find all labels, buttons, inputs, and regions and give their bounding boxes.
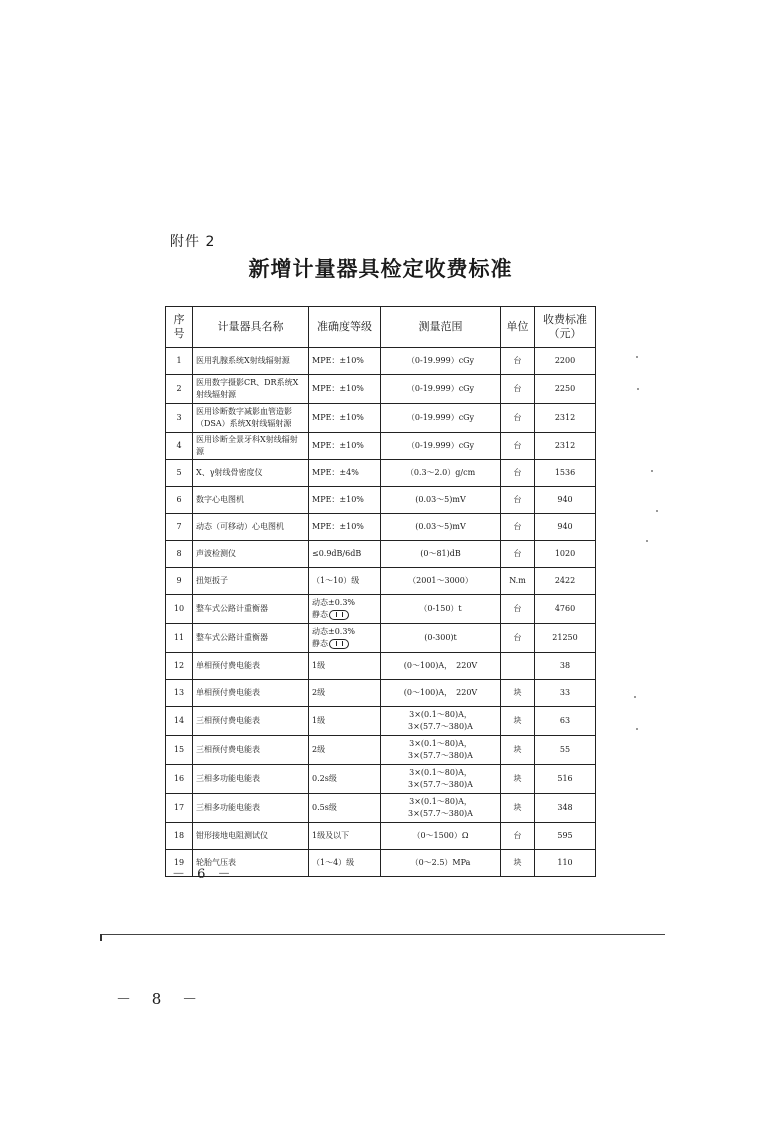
range-line: （2001～3000）: [408, 576, 473, 585]
scan-speck: [634, 696, 636, 698]
table-row: [166, 653, 596, 680]
range-line: （0～1500）Ω: [412, 831, 469, 840]
range-line: （0-19.999）cGy: [406, 356, 475, 365]
cell-no: 2: [166, 375, 193, 404]
cell-name: 扭矩扳子: [193, 568, 309, 595]
cell-accuracy: [309, 514, 381, 541]
cell-range: [381, 736, 501, 765]
range-line: (0～100)A， 220V: [403, 661, 478, 670]
cell-fee: 2422: [535, 568, 596, 595]
cell-no: 15: [166, 736, 193, 765]
table-row: [166, 765, 596, 794]
cell-fee: 1020: [535, 541, 596, 568]
cell-range: [381, 765, 501, 794]
cell-no: 9: [166, 568, 193, 595]
cell-unit: 台: [501, 433, 535, 460]
header-range: 测量范围: [381, 307, 501, 348]
accuracy-text: ≤0.9dB/6dB: [312, 549, 362, 558]
range-line: （0～2.5）MPa: [410, 858, 471, 867]
accuracy-text: 0.5s级: [312, 803, 337, 812]
table-row: [166, 404, 596, 433]
range-line: 3×(57.7～380)A: [408, 780, 473, 789]
cell-fee: 2312: [535, 433, 596, 460]
cell-unit: 台: [501, 624, 535, 653]
cell-fee: 55: [535, 736, 596, 765]
cell-range: [381, 348, 501, 375]
cell-range: [381, 850, 501, 877]
scan-speck: [636, 356, 638, 358]
range-line: (0～100)A， 220V: [403, 688, 478, 697]
scan-speck: [651, 470, 653, 472]
document-title-text: 新增计量器具检定收费标准: [248, 257, 513, 281]
cell-no: 14: [166, 707, 193, 736]
cell-range: [381, 624, 501, 653]
accuracy-line: [312, 830, 377, 842]
accuracy-line: [312, 687, 377, 699]
accuracy-text: MPE：±10%: [312, 356, 364, 365]
cell-no: 18: [166, 823, 193, 850]
table-row: [166, 707, 596, 736]
cell-name: 医用诊断数字减影血管造影（DSA）系统X射线辐射源: [193, 404, 309, 433]
cell-range: [381, 541, 501, 568]
range-line: 3×(57.7～380)A: [408, 751, 473, 760]
cell-unit: [501, 653, 535, 680]
cell-name: 医用乳腺系统X射线辐射源: [193, 348, 309, 375]
range-line: （0-19.999）cGy: [406, 384, 475, 393]
range-line: (0～81)dB: [420, 549, 461, 558]
accuracy-class-mark-icon: [329, 610, 349, 620]
cell-range: [381, 823, 501, 850]
cell-accuracy: [309, 823, 381, 850]
cell-unit: 块: [501, 765, 535, 794]
accuracy-text: MPE：±10%: [312, 441, 364, 450]
cell-range: [381, 707, 501, 736]
table-row: [166, 568, 596, 595]
cell-accuracy: [309, 460, 381, 487]
table-row: [166, 624, 596, 653]
cell-no: 13: [166, 680, 193, 707]
table-row: [166, 823, 596, 850]
header-fee: 收费标准（元）: [535, 307, 596, 348]
cell-accuracy: [309, 348, 381, 375]
table-row: [166, 348, 596, 375]
cell-accuracy: [309, 765, 381, 794]
range-line: （0.3～2.0）g/cm: [405, 468, 476, 477]
table-row: [166, 375, 596, 404]
accuracy-text: MPE：±4%: [312, 468, 359, 477]
accuracy-line: [312, 548, 377, 560]
cell-name: 医用数字摄影CR、DR系统X射线辐射源: [193, 375, 309, 404]
accuracy-text: 1级: [312, 716, 326, 725]
cell-unit: 台: [501, 404, 535, 433]
accuracy-line: [312, 744, 377, 756]
accuracy-line: [312, 597, 377, 609]
cell-fee: 38: [535, 653, 596, 680]
accuracy-line: [312, 355, 377, 367]
cell-range: [381, 568, 501, 595]
cell-no: 8: [166, 541, 193, 568]
accuracy-text: MPE：±10%: [312, 495, 364, 504]
accuracy-text: （1～4）级: [312, 858, 355, 867]
range-line: 3×(0.1～80)A，: [409, 797, 472, 806]
cell-name: 整车式公路计重衡器: [193, 595, 309, 624]
accuracy-line: [312, 857, 377, 869]
cell-accuracy: [309, 680, 381, 707]
cell-range: [381, 595, 501, 624]
range-line: 3×(57.7～380)A: [408, 722, 473, 731]
accuracy-line: [312, 440, 377, 452]
cell-name: 声波检测仪: [193, 541, 309, 568]
range-line: (0-300)t: [424, 633, 457, 642]
cell-range: [381, 680, 501, 707]
accuracy-line: [312, 494, 377, 506]
cell-unit: 台: [501, 514, 535, 541]
fee-standard-table: [165, 306, 596, 877]
scan-speck: [656, 510, 658, 512]
cell-accuracy: [309, 595, 381, 624]
accuracy-text: 1级及以下: [312, 831, 350, 840]
table-row: [166, 736, 596, 765]
accuracy-line: [312, 773, 377, 785]
range-line: (0.03～5)mV: [415, 522, 466, 531]
cell-fee: 595: [535, 823, 596, 850]
cell-accuracy: [309, 541, 381, 568]
cell-unit: 台: [501, 487, 535, 514]
range-line: 3×(0.1～80)A，: [409, 768, 472, 777]
accuracy-text: MPE：±10%: [312, 522, 364, 531]
range-line: （0-19.999）cGy: [406, 441, 475, 450]
cell-name: X、γ射线骨密度仪: [193, 460, 309, 487]
cell-no: 10: [166, 595, 193, 624]
cell-accuracy: [309, 487, 381, 514]
accuracy-text: 静态: [312, 639, 328, 648]
accuracy-line: [312, 626, 377, 638]
accuracy-line: [312, 412, 377, 424]
inner-page-number: － 6 －: [172, 867, 235, 882]
cell-accuracy: [309, 707, 381, 736]
cell-name: 数字心电图机: [193, 487, 309, 514]
accuracy-line: [312, 467, 377, 479]
table-row: [166, 680, 596, 707]
cell-range: [381, 514, 501, 541]
page-divider: [100, 934, 665, 935]
cell-range: [381, 487, 501, 514]
cell-fee: 63: [535, 707, 596, 736]
range-line: 3×(0.1～80)A，: [409, 710, 472, 719]
cell-accuracy: [309, 653, 381, 680]
cell-unit: 台: [501, 375, 535, 404]
cell-fee: 516: [535, 765, 596, 794]
cell-name: 三相多功能电能表: [193, 765, 309, 794]
cell-fee: 2312: [535, 404, 596, 433]
attachment-label: 附件 2: [170, 234, 216, 250]
cell-range: [381, 375, 501, 404]
header-no: 序号: [166, 307, 193, 348]
cell-range: [381, 404, 501, 433]
cell-name: 单相预付费电能表: [193, 653, 309, 680]
cell-accuracy: [309, 624, 381, 653]
accuracy-text: 动态±0.3%: [312, 627, 356, 636]
accuracy-line: [312, 802, 377, 814]
range-line: （0-150）t: [419, 604, 462, 613]
cell-name: 三相预付费电能表: [193, 736, 309, 765]
divider-tick: [100, 934, 102, 941]
cell-accuracy: [309, 375, 381, 404]
cell-accuracy: [309, 404, 381, 433]
cell-no: 6: [166, 487, 193, 514]
cell-unit: 台: [501, 460, 535, 487]
cell-name: 钳形接地电阻测试仪: [193, 823, 309, 850]
cell-fee: 2200: [535, 348, 596, 375]
accuracy-text: 0.2s级: [312, 774, 337, 783]
accuracy-text: 动态±0.3%: [312, 598, 356, 607]
cell-name: 三相多功能电能表: [193, 794, 309, 823]
cell-accuracy: [309, 736, 381, 765]
scan-speck: [646, 540, 648, 542]
cell-accuracy: [309, 794, 381, 823]
accuracy-line: [312, 660, 377, 672]
cell-no: 17: [166, 794, 193, 823]
cell-unit: 块: [501, 794, 535, 823]
table-row: [166, 514, 596, 541]
accuracy-line: [312, 638, 377, 650]
cell-no: 1: [166, 348, 193, 375]
cell-no: 19: [166, 850, 193, 877]
cell-name: 医用诊断全景牙科X射线辐射源: [193, 433, 309, 460]
cell-no: 3: [166, 404, 193, 433]
accuracy-line: [312, 715, 377, 727]
cell-fee: 1536: [535, 460, 596, 487]
table-row: [166, 460, 596, 487]
header-accuracy: 准确度等级: [309, 307, 381, 348]
table-header-row: [166, 307, 596, 348]
cell-unit: 块: [501, 850, 535, 877]
cell-range: [381, 794, 501, 823]
cell-unit: 台: [501, 541, 535, 568]
cell-name: 三相预付费电能表: [193, 707, 309, 736]
header-name: 计量器具名称: [193, 307, 309, 348]
cell-no: 16: [166, 765, 193, 794]
accuracy-text: 2级: [312, 688, 326, 697]
cell-fee: 21250: [535, 624, 596, 653]
cell-no: 12: [166, 653, 193, 680]
cell-fee: 940: [535, 514, 596, 541]
table-row: [166, 541, 596, 568]
cell-name: 动态（可移动）心电图机: [193, 514, 309, 541]
table-row: [166, 433, 596, 460]
cell-fee: 110: [535, 850, 596, 877]
cell-no: 11: [166, 624, 193, 653]
accuracy-text: 静态: [312, 610, 328, 619]
cell-range: [381, 460, 501, 487]
cell-fee: 33: [535, 680, 596, 707]
range-line: 3×(57.7～380)A: [408, 809, 473, 818]
cell-range: [381, 433, 501, 460]
cell-no: 7: [166, 514, 193, 541]
cell-fee: 940: [535, 487, 596, 514]
cell-fee: 4760: [535, 595, 596, 624]
table-row: [166, 487, 596, 514]
table-row: [166, 794, 596, 823]
cell-unit: 块: [501, 736, 535, 765]
cell-name: 单相预付费电能表: [193, 680, 309, 707]
accuracy-line: [312, 609, 377, 621]
cell-name: 轮胎气压表: [193, 850, 309, 877]
cell-unit: 块: [501, 680, 535, 707]
accuracy-class-mark-icon: [329, 639, 349, 649]
accuracy-line: [312, 575, 377, 587]
range-line: 3×(0.1～80)A，: [409, 739, 472, 748]
accuracy-line: [312, 521, 377, 533]
scan-speck: [637, 388, 639, 390]
cell-unit: N.m: [501, 568, 535, 595]
header-unit: 单位: [501, 307, 535, 348]
cell-unit: 台: [501, 823, 535, 850]
document-title: [0, 253, 761, 283]
table-row: [166, 595, 596, 624]
accuracy-text: （1～10）级: [312, 576, 360, 585]
range-line: （0-19.999）cGy: [406, 413, 475, 422]
cell-fee: 348: [535, 794, 596, 823]
accuracy-text: MPE：±10%: [312, 384, 364, 393]
accuracy-line: [312, 383, 377, 395]
table-body: [166, 348, 596, 877]
cell-unit: 台: [501, 348, 535, 375]
cell-accuracy: [309, 850, 381, 877]
accuracy-text: MPE：±10%: [312, 413, 364, 422]
cell-unit: 块: [501, 707, 535, 736]
cell-fee: 2250: [535, 375, 596, 404]
cell-no: 5: [166, 460, 193, 487]
cell-accuracy: [309, 568, 381, 595]
cell-unit: 台: [501, 595, 535, 624]
cell-no: 4: [166, 433, 193, 460]
range-line: (0.03～5)mV: [415, 495, 466, 504]
accuracy-text: 1级: [312, 661, 326, 670]
cell-range: [381, 653, 501, 680]
accuracy-text: 2级: [312, 745, 326, 754]
cell-accuracy: [309, 433, 381, 460]
cell-name: 整车式公路计重衡器: [193, 624, 309, 653]
scan-speck: [636, 728, 638, 730]
outer-page-number: － 8 －: [116, 990, 206, 1008]
